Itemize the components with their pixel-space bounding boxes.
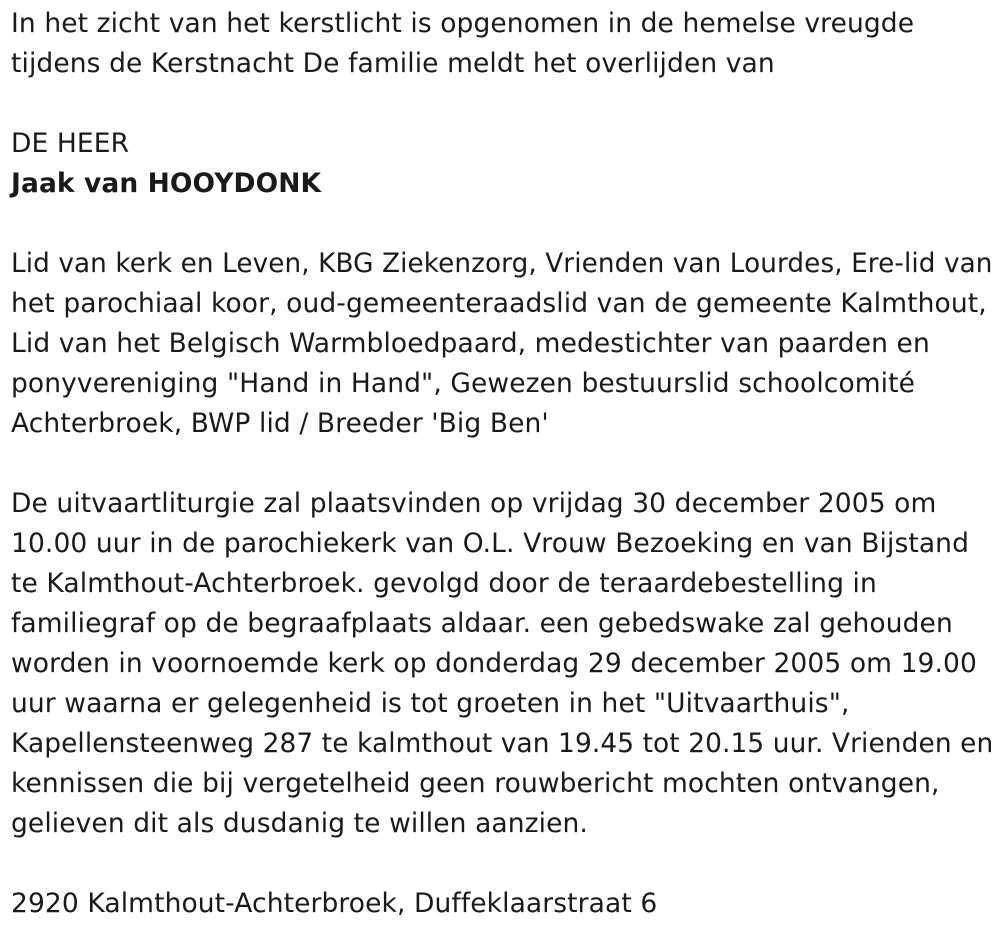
memberships-line: ponyvereniging "Hand in Hand", Gewezen bestuurslid schoolcomité: [11, 368, 916, 399]
deceased-name: Jaak van HOOYDONK: [11, 168, 322, 199]
funeral-line: gelieven dit als dusdanig te willen aanzien.: [11, 808, 588, 839]
funeral-line: uur waarna er gelegenheid is tot groeten in het "Uitvaarthuis",: [11, 688, 850, 719]
memberships-paragraph: [11, 244, 996, 444]
funeral-paragraph: [11, 484, 996, 844]
funeral-line: Kapellensteenweg 287 te kalmthout van 19.45 tot 20.15 uur. Vrienden en: [11, 728, 994, 759]
funeral-line: kennissen die bij vergetelheid geen rouwbericht mochten ontvangen,: [11, 768, 940, 799]
spacer: [11, 84, 996, 124]
address: 2920 Kalmthout-Achterbroek, Duffeklaarstraat 6: [11, 888, 658, 919]
memberships-line: het parochiaal koor, oud-gemeenteraadslid van de gemeente Kalmthout,: [11, 288, 987, 319]
spacer: [11, 844, 996, 884]
funeral-line: De uitvaartliturgie zal plaatsvinden op vrijdag 30 december 2005 om: [11, 488, 937, 519]
spacer: [11, 204, 996, 244]
memberships-line: Lid van kerk en Leven, KBG Ziekenzorg, Vrienden van Lourdes, Ere-lid van: [11, 248, 993, 279]
honorific-title: DE HEER: [11, 128, 130, 159]
intro-line: tijdens de Kerstnacht De familie meldt het overlijden van: [11, 48, 775, 79]
spacer: [11, 444, 996, 484]
funeral-line: te Kalmthout-Achterbroek. gevolgd door de teraardebestelling in: [11, 568, 877, 599]
intro-line: In het zicht van het kerstlicht is opgenomen in de hemelse vreugde: [11, 8, 915, 39]
funeral-line: 10.00 uur in de parochiekerk van O.L. Vrouw Bezoeking en van Bijstand: [11, 528, 970, 559]
memberships-line: Achterbroek, BWP lid / Breeder 'Big Ben': [11, 408, 549, 439]
memberships-line: Lid van het Belgisch Warmbloedpaard, medestichter van paarden en: [11, 328, 930, 359]
obituary-notice: [11, 4, 996, 924]
funeral-line: worden in voornoemde kerk op donderdag 29 december 2005 om 19.00: [11, 648, 977, 679]
funeral-line: familiegraf op de begraafplaats aldaar. een gebedswake zal gehouden: [11, 608, 953, 639]
intro-paragraph: [11, 4, 996, 84]
